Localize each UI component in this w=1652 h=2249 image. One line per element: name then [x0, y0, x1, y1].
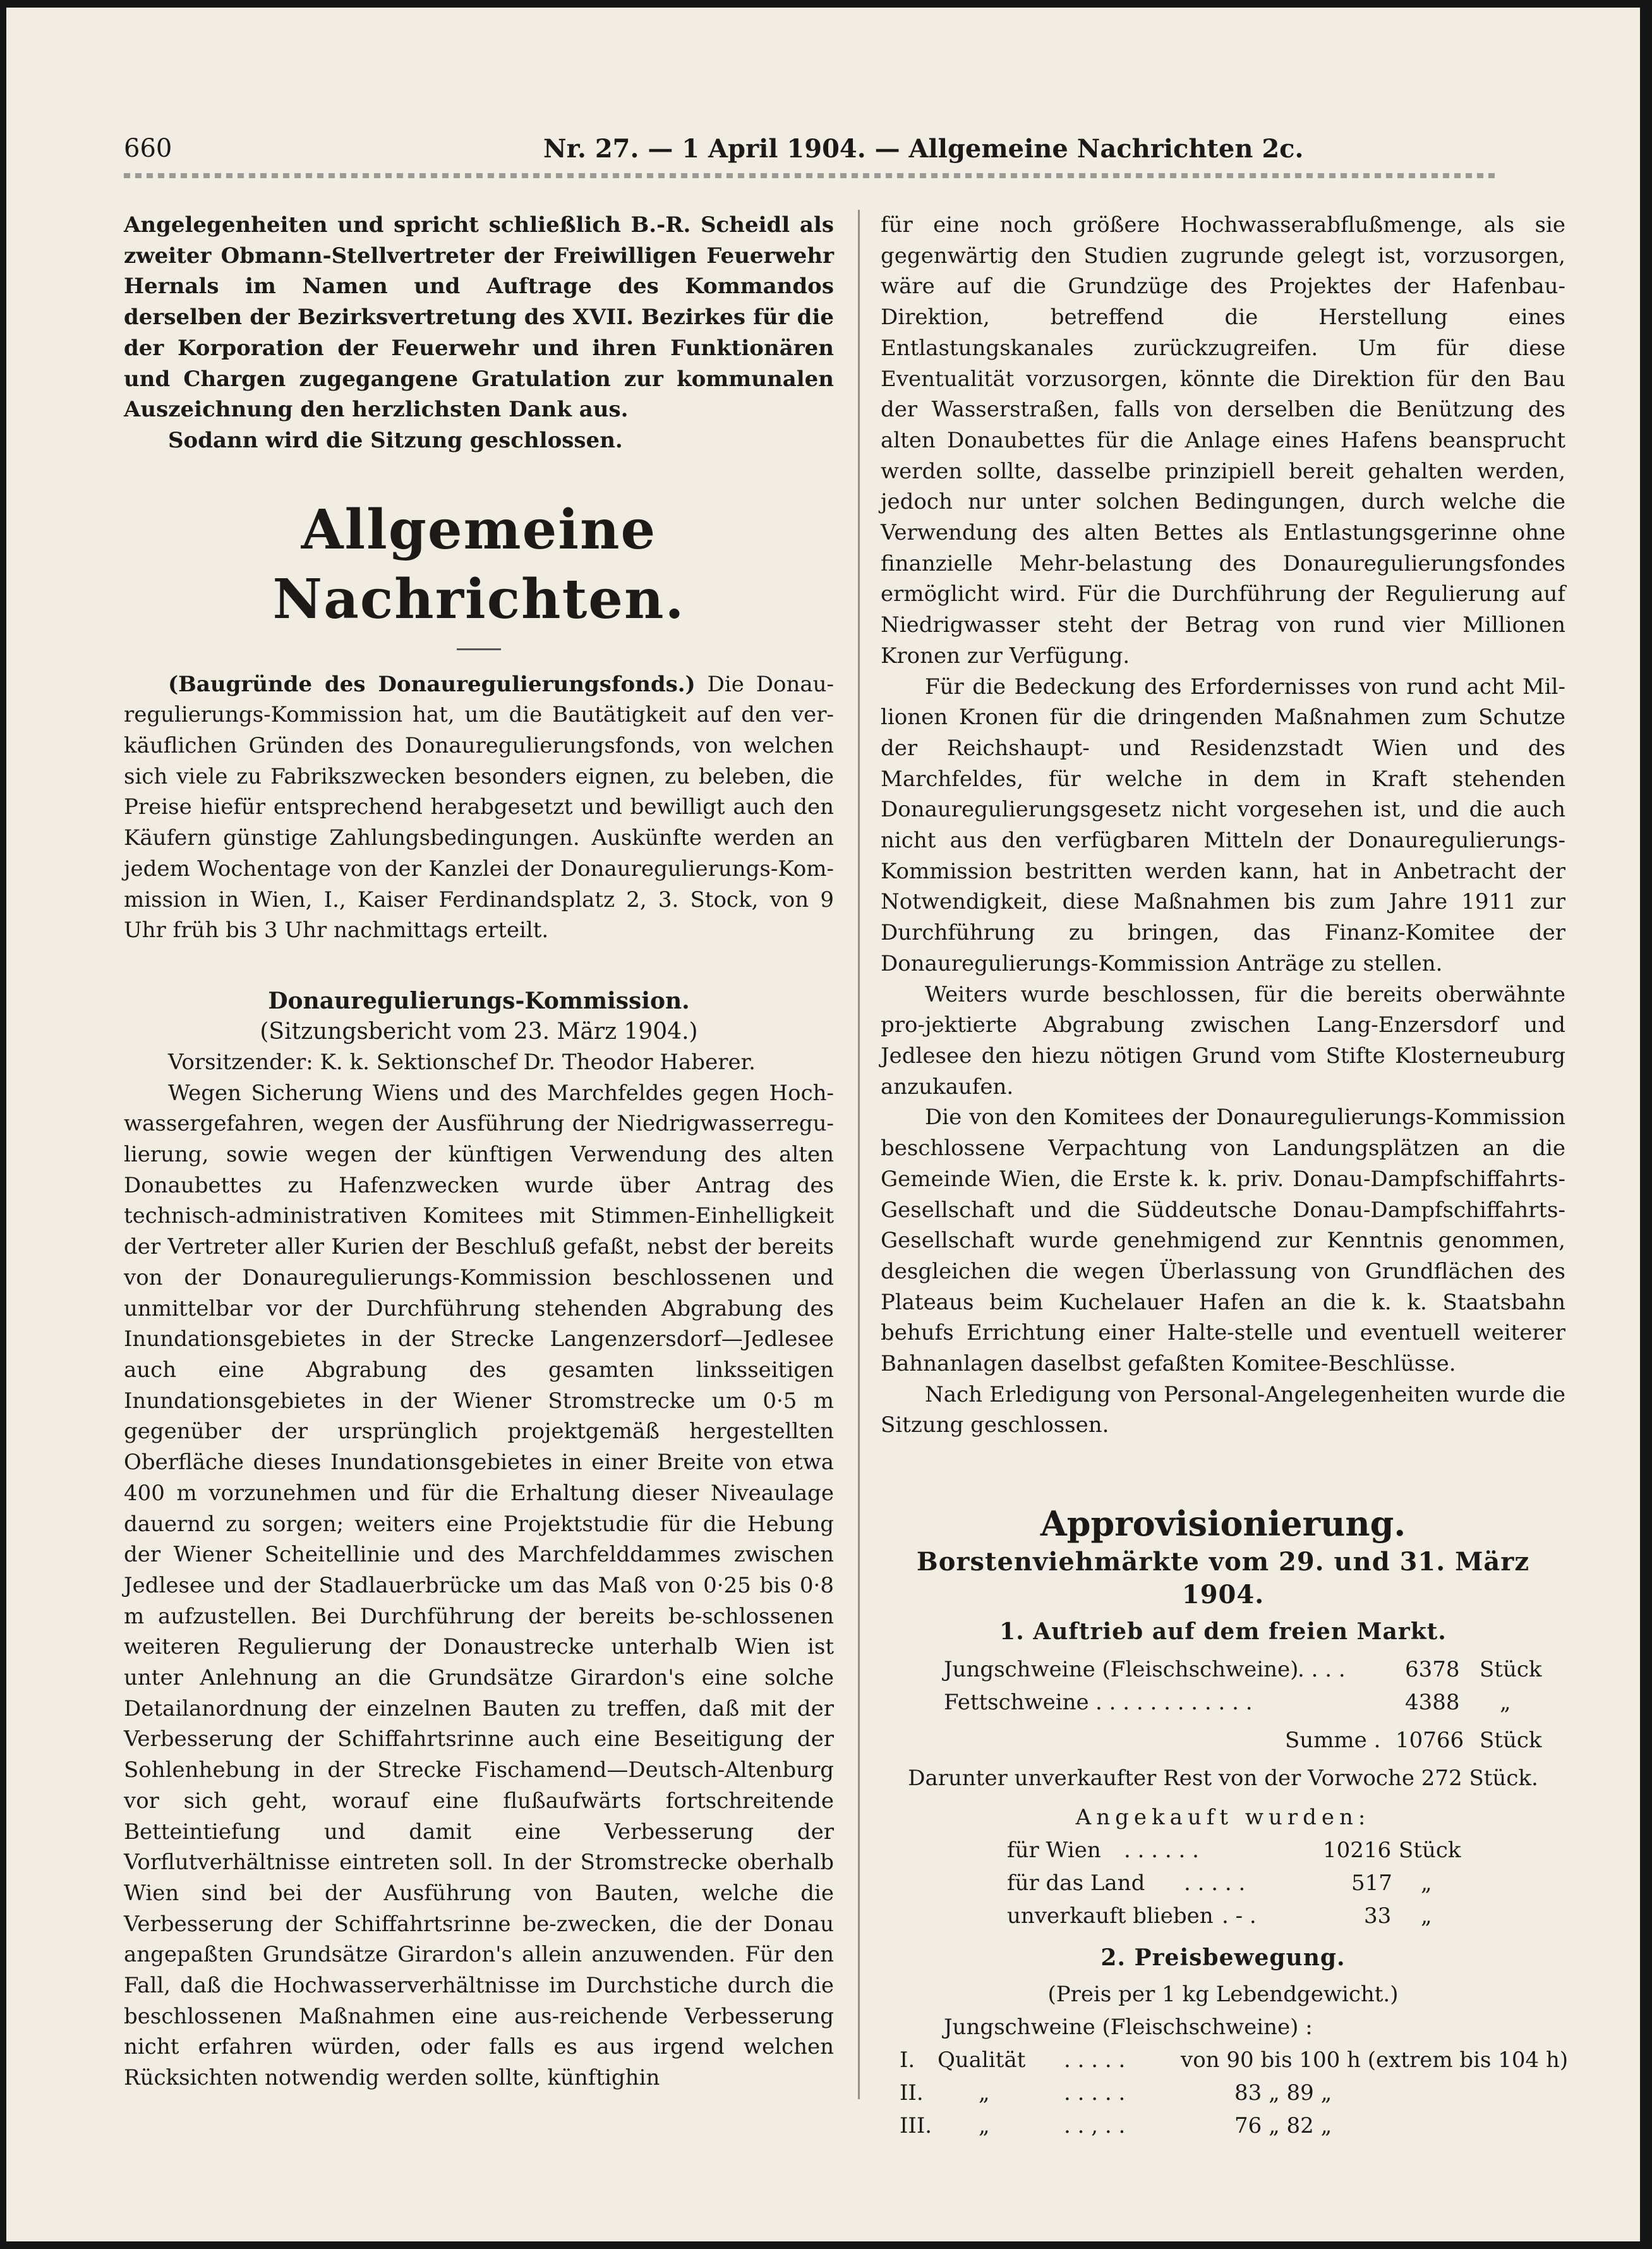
price-group-label: Jungschweine (Fleischschweine) : [944, 2015, 1313, 2040]
price-note: (Preis per 1 kg Lebendgewicht.) [1047, 1982, 1399, 2008]
row-dots: . . . . . [1184, 1870, 1246, 1896]
row-label: für das Land [1007, 1870, 1145, 1896]
row-unit: Stück [1399, 1838, 1461, 1864]
row-unit: Stück [1480, 1657, 1542, 1683]
row-value: 4388 [1405, 1690, 1460, 1716]
price-dots: . . , . . [1064, 2113, 1126, 2139]
price-group [881, 2011, 1565, 2044]
newspaper-page [6, 8, 1640, 2241]
row-dots: . . . . . . [1124, 1838, 1199, 1864]
row-value: 10216 [1323, 1838, 1392, 1864]
row-label: unverkauft blieben [1007, 1903, 1214, 1929]
row-dots: . . . . [1298, 1657, 1346, 1683]
session-date: (Sitzungsbericht vom 23. März 1904.) [260, 1018, 698, 1045]
article-body: Die Donau-regulierungs-Kommission hat, um die Bautätigkeit auf den ver-käuflichen Gründen des Donauregulierungsfonds, von welchen sich viele zu Fabrikszwecken besonders eignen, zu beleben, die Preise hiefür entsprechend herabgesetzt und bewilligt auch den Käufern günstige Zahlungsbedingungen. Auskünfte werden an jedem Wochentage von der Kanzlei der Donauregulierungs-Kom-mission in Wien, I., Kaiser Ferdinandsplatz 2, 3. Stock, von 9 Uhr früh bis 3 Uhr nachmittags erteilt. [124, 671, 834, 943]
market-subtitle: Borstenviehmärkte vom 29. und 31. März 1904. [916, 1547, 1530, 1610]
sum-row [881, 1724, 1565, 1757]
sum-unit: Stück [1480, 1728, 1542, 1754]
row-unit: „ [1421, 1903, 1432, 1929]
table-row [881, 1686, 1565, 1719]
price-grade: I. [900, 2047, 915, 2073]
remainder-line: Darunter unverkaufter Rest von der Vorwoche 272 Stück. [908, 1766, 1538, 1791]
table-row [881, 1867, 1565, 1900]
report-paragraph-2: Für die Bedeckung des Erfordernisses von rund acht Mil-lionen Kronen für die dringenden Maßnahmen zum Schutze der Reichshaupt- und Residenzstadt Wien und des Marchfeldes, für welche in dem in Kraft stehenden Donauregulierungsgesetz nicht vorgesehen ist, und die auch nicht aus den verfügbaren Mitteln der Donauregulierungs-Kommission bestritten werden kann, hat in Anbetracht der Notwendigkeit, diese Maßnahmen bis zum Jahre 1911 zur Durchführung zu bringen, das Finanz-Komitee der Donauregulierungs-Kommission Anträge zu stellen. [881, 674, 1565, 976]
session-report: Wegen Sicherung Wiens und des Marchfeldes gegen Hoch-wassergefahren, wegen der Ausführung der Niedrigwasserregu-lierung, sowie wegen der künftigen Verwendung des alten Donaubettes zu Hafenzwecken wurde über Antrag des technisch-administrativen Komitees mit Stimmen-Einhelligkeit der Vertreter aller Kurien der Beschluß gefaßt, nebst der bereits von der Donauregulierungs-Kommission beschlossenen und unmittelbar vor der Durchführung stehenden Abgrabung des Inundationsgebietes in der Strecke Langenzersdorf—Jedlesee auch eine Abgrabung des gesamten linksseitigen Inundationsgebietes in der Wiener Stromstrecke um 0·5 m gegenüber der ursprünglich projektgemäß hergestellten Oberfläche dieses Inundationsgebietes in einer Breite von etwa 400 m vorzunehmen und für die Erhaltung dieser Niveaulage dauernd zu sorgen; weiters eine Projektstudie für die Hebung der Wiener Scheitellinie und des Marchfelddammes zwischen Jedlesee und der Stadlauerbrücke um das Maß von 0·25 bis 0·8 m aufzustellen. Bei Durchführung der bereits be-schlossenen weiteren Regulierung der Donaustrecke unterhalb Wien ist unter Anlehnung an die Grundsätze Girardon's eine solche Detailanordnung der einzelnen Bauten zu treffen, daß mit der Verbesserung der Schiffahrtsrinne auch eine Beseitigung der Sohlenhebung in der Strecke Fischamend—Deutsch-Altenburg vor sich geht, worauf eine flußaufwärts fortschreitende Betteintiefung und damit eine Verbesserung der Vorflutverhältnisse eintreten soll. In der Stromstrecke oberhalb Wien sind bei der Ausführung von Bauten, welche die Verbesserung der Schiffahrtsrinne be-zwecken, die der Donau angepaßten Grundsätze Girardon's allein anzuwenden. Für den Fall, daß die Hochwasserverhältnisse im Durchstiche durch die beschlossenen Maßnahmen eine aus-reichende Verbesserung nicht erfahren würden, oder falls es aus irgend welchen Rücksichten notwendig werden sollte, künftighin [124, 1080, 834, 2091]
sum-label: Summe . [1285, 1728, 1381, 1754]
row-unit: „ [1500, 1690, 1511, 1716]
column-divider [858, 210, 860, 2099]
report-paragraph-5: Nach Erledigung von Personal-Angelegenheiten wurde die Sitzung geschlossen. [881, 1381, 1565, 1438]
continued-text: Angelegenheiten und spricht schließlich B.-R. Scheidl als zweiter Obmann-Stellvertreter der Freiwilligen Feuerwehr Hernals im Namen und Auftrage des Kommandos derselben der Bezirksvertretung des XVII. Bezirkes für die der Korporation der Feuerwehr und ihren Funktionären und Chargen zugegangene Gratulation zur kommunalen Auszeichnung den herzlichsten Dank aus. [124, 212, 834, 423]
row-dots: . - . [1222, 1903, 1257, 1929]
price-heading: 2. Preisbewegung. [1100, 1944, 1346, 1972]
table-row [881, 1653, 1565, 1686]
price-text: 76 „ 82 „ [1234, 2113, 1332, 2139]
row-value: 33 [1364, 1903, 1392, 1929]
section-title: Allgemeine Nachrichten. [272, 497, 685, 631]
row-label: Jungschweine (Fleischschweine) [944, 1657, 1299, 1683]
price-dots: . . . . . [1064, 2047, 1126, 2073]
article-baugruende [124, 669, 834, 946]
page-number: 660 [124, 134, 172, 163]
row-value: 517 [1351, 1870, 1392, 1896]
header-rule [124, 173, 1496, 178]
article-lead: (Baugründe des Donauregulierungsfonds.) [168, 671, 696, 697]
price-dots: . . . . . [1064, 2080, 1126, 2106]
table-row [881, 1900, 1565, 1932]
running-title: Nr. 27. — 1 April 1904. — Allgemeine Nachrichten 2c. [543, 134, 1304, 164]
price-text: von 90 bis 100 h (extrem bis 104 h) [1181, 2047, 1569, 2073]
title-rule [457, 648, 501, 650]
supply-heading: 1. Auftrieb auf dem freien Markt. [999, 1618, 1447, 1646]
closing-line: Sodann wird die Sitzung geschlossen. [168, 427, 623, 453]
table-row [881, 1834, 1565, 1867]
subsection-title: Donauregulierungs-Kommission. [268, 987, 690, 1014]
price-label: „ [979, 2080, 990, 2106]
bought-heading: Angekauft wurden: [1075, 1805, 1371, 1831]
row-label: für Wien [1007, 1838, 1101, 1864]
right-column [881, 210, 1569, 2142]
price-row [881, 2076, 1565, 2109]
row-label: Fettschweine [944, 1690, 1089, 1716]
row-dots: . . . . . . . . . . . . [1095, 1690, 1253, 1716]
report-paragraph-3: Weiters wurde beschlossen, für die bereits oberwähnte pro-jektierte Abgrabung zwischen Lang-Enzersdorf und Jedlesee den hiezu nötigen Grund vom Stifte Klosterneuburg anzukaufen. [881, 981, 1565, 1100]
price-label: Qualität [938, 2047, 1026, 2073]
sum-value: 10766 [1396, 1728, 1464, 1754]
price-row [881, 2044, 1569, 2076]
row-unit: „ [1421, 1870, 1432, 1896]
market-title: Approvisionierung. [1040, 1503, 1406, 1544]
running-header [6, 134, 1640, 166]
report-paragraph-4: Die von den Komitees der Donauregulierungs-Kommission beschlossene Verpachtung von Landungsplätzen an die Gemeinde Wien, die Erste k. k. priv. Donau-Dampfschiffahrts-Gesellschaft und die Süddeutsche Donau-Dampfschiffahrts-Gesellschaft wurde genehmigend zur Kenntnis genommen, desgleichen die wegen Überlassung von Grundflächen des Plateaus beim Kuchelauer Hafen an die k. k. Staatsbahn behufs Errichtung einer Halte-stelle und eventuell weiterer Bahnanlagen daselbst gefaßten Komitee-Beschlüsse. [881, 1105, 1565, 1377]
price-label: „ [979, 2113, 990, 2139]
left-column [124, 210, 834, 2094]
row-value: 6378 [1405, 1657, 1460, 1683]
price-text: 83 „ 89 „ [1234, 2080, 1332, 2106]
price-grade: III. [900, 2113, 932, 2139]
report-continued: für eine noch größere Hochwasserabflußmenge, als sie gegenwärtig den Studien zugrunde gelegt ist, vorzusorgen, wäre auf die Grundzüge des Projektes der Hafenbau-Direktion, betreffend die Herstellung eines Entlastungskanales zurückzugreifen. Um für diese Eventualität vorzusorgen, könnte die Direktion für den Bau der Wasserstraßen, falls von derselben die Benützung des alten Donaubettes für die Anlage eines Hafens beansprucht werden sollte, dasselbe prinzipiell bereit gehalten werden, jedoch nur unter solchen Bedingungen, durch welche die Verwendung des alten Bettes als Entlastungsgerinne ohne finanzielle Mehr-belastung des Donauregulierungsfondes ermöglicht wird. Für die Durchführung der Regulierung auf Niedrigwasser steht der Betrag von rund vier Millionen Kronen zur Verfügung. [881, 212, 1565, 669]
price-grade: II. [900, 2080, 924, 2106]
price-row [881, 2109, 1565, 2142]
chairman-line: Vorsitzender: K. k. Sektionschef Dr. Theodor Haberer. [168, 1049, 756, 1075]
